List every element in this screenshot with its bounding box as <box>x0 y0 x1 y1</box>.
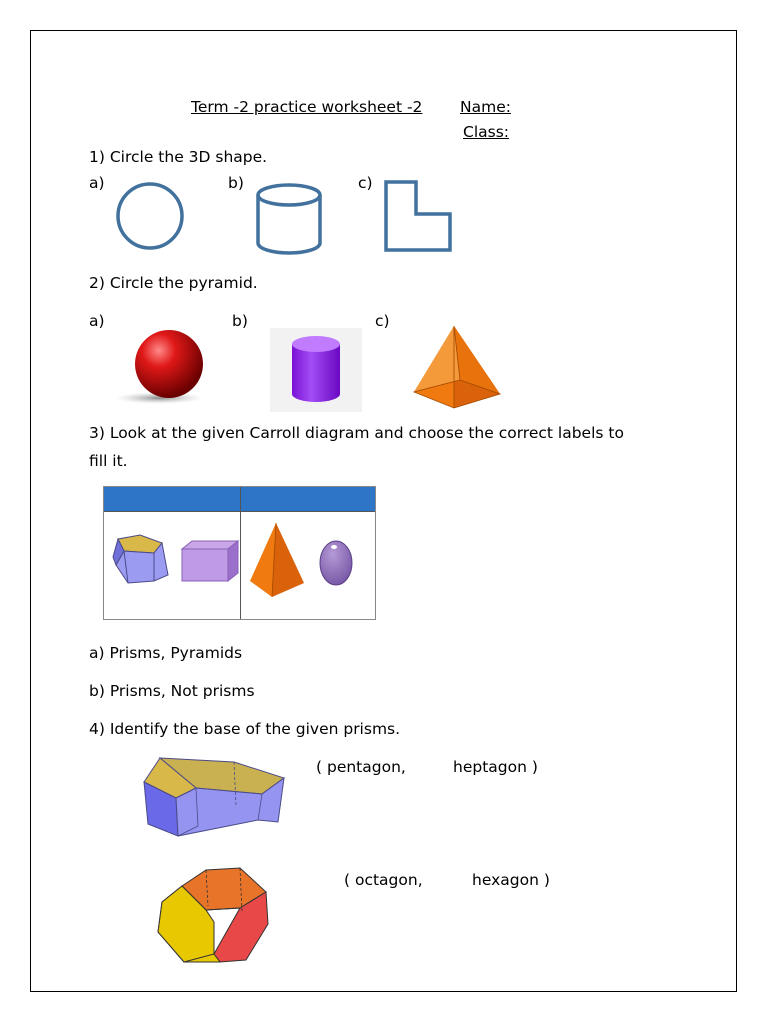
q1-option-b: b) <box>228 174 244 192</box>
prism2-option-octagon[interactable]: ( octagon, <box>344 871 423 889</box>
carroll-header-right[interactable] <box>241 487 375 511</box>
q4-question: 4) Identify the base of the given prisms. <box>89 720 401 738</box>
hexagonal-prism-icon <box>154 862 270 968</box>
carroll-header-left[interactable] <box>104 487 240 511</box>
carroll-diagram <box>103 486 376 620</box>
pentagonal-prism-icon <box>110 531 176 591</box>
prism2-option-hexagon[interactable]: hexagon ) <box>472 871 550 889</box>
q3-answer-a[interactable]: a) Prisms, Pyramids <box>89 644 243 662</box>
class-label: Class: <box>463 123 510 141</box>
q1-option-a: a) <box>89 174 105 192</box>
q3-question-line2: fill it. <box>89 452 128 470</box>
carroll-column-divider <box>240 487 241 619</box>
prism1-option-heptagon[interactable]: heptagon ) <box>453 758 538 776</box>
q3-answer-b[interactable]: b) Prisms, Not prisms <box>89 682 255 700</box>
q1-question: 1) Circle the 3D shape. <box>89 148 268 166</box>
red-sphere-icon[interactable] <box>114 328 208 406</box>
orange-pyramid-icon[interactable] <box>410 322 504 412</box>
q2-option-b: b) <box>232 312 248 330</box>
l-shape-icon[interactable] <box>382 178 456 254</box>
prism1-option-pentagon[interactable]: ( pentagon, <box>316 758 406 776</box>
pentagonal-prism-large-icon <box>138 752 288 840</box>
rectangular-prism-icon <box>180 539 240 585</box>
oval-solid-icon <box>316 539 356 589</box>
name-label: Name: <box>460 98 511 116</box>
carroll-pyramid-icon <box>248 521 308 601</box>
q1-option-c: c) <box>358 174 373 192</box>
q2-option-a: a) <box>89 312 105 330</box>
q2-option-c: c) <box>375 312 390 330</box>
cylinder-outline-icon[interactable] <box>252 180 328 258</box>
worksheet-title: Term -2 practice worksheet -2 <box>191 98 423 116</box>
circle-icon[interactable] <box>112 180 188 250</box>
q3-question-line1: 3) Look at the given Carroll diagram and choose the correct labels to <box>89 424 624 442</box>
purple-cylinder-icon[interactable] <box>270 328 362 412</box>
q2-question: 2) Circle the pyramid. <box>89 274 258 292</box>
